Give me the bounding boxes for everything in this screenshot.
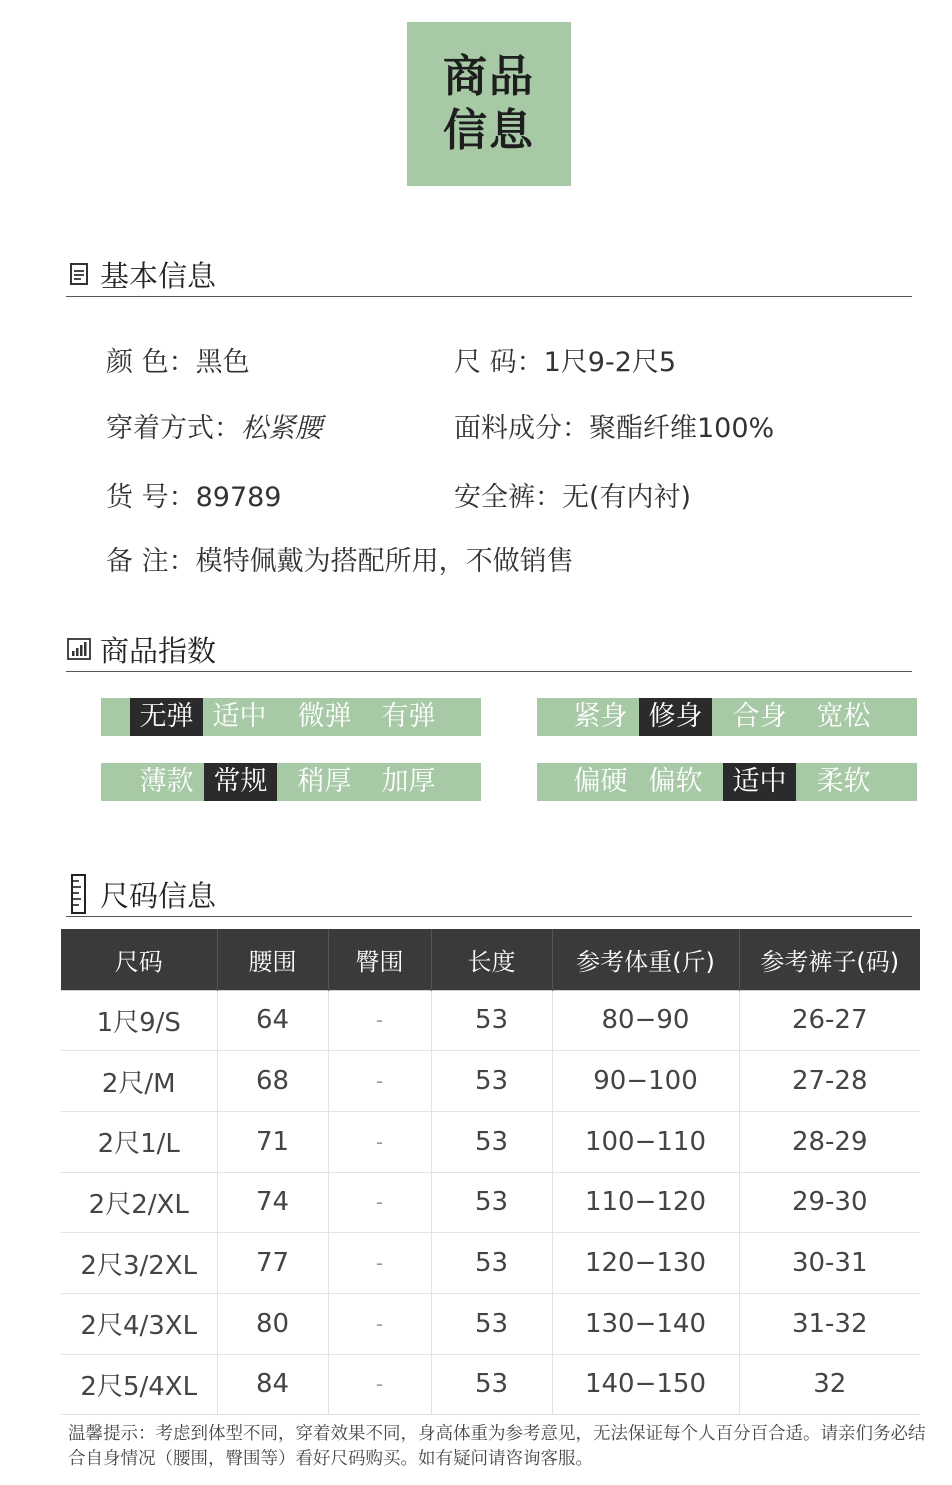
- page-title-line2: 信息: [443, 105, 535, 156]
- safety-value: 无(有内衬): [562, 482, 692, 513]
- elasticity-option-0: 无弹: [130, 698, 203, 736]
- elasticity-option-1: 适中: [212, 701, 267, 732]
- softness-option-3: 柔软: [816, 766, 871, 797]
- table-cell: 32: [739, 1354, 920, 1415]
- table-cell: 2尺/M: [61, 1051, 217, 1112]
- table-row: [61, 1354, 920, 1415]
- table-cell: 74: [217, 1172, 328, 1233]
- table-cell: 29-30: [739, 1172, 920, 1233]
- size-info-title: 尺码信息: [100, 878, 217, 913]
- table-cell: 26-27: [739, 990, 920, 1051]
- thickness-option-2: 稍厚: [297, 766, 352, 797]
- table-cell: -: [328, 1293, 431, 1354]
- sku-field: [106, 475, 282, 514]
- thickness-option-1: 常规: [204, 763, 277, 801]
- table-cell: 53: [431, 1233, 552, 1294]
- table-cell: 120−130: [552, 1233, 739, 1294]
- size-value: 1尺9-2尺5: [543, 347, 677, 378]
- table-cell: 53: [431, 1111, 552, 1172]
- table-cell: 2尺1/L: [61, 1111, 217, 1172]
- table-cell: 130−140: [552, 1293, 739, 1354]
- table-cell: 27-28: [739, 1051, 920, 1112]
- table-cell: -: [328, 1051, 431, 1112]
- ruler-icon: [66, 881, 92, 907]
- size-table-header-row: [61, 929, 920, 990]
- table-cell: -: [328, 1354, 431, 1415]
- softness-scale: [537, 763, 917, 801]
- color-field: [106, 340, 250, 379]
- basic-info-header: [66, 252, 912, 297]
- table-cell: 30-31: [739, 1233, 920, 1294]
- table-cell: 2尺2/XL: [61, 1172, 217, 1233]
- thickness-option-3: 加厚: [381, 766, 436, 797]
- table-cell: 68: [217, 1051, 328, 1112]
- table-cell: 71: [217, 1111, 328, 1172]
- footer-note: 温馨提示：考虑到体型不同，穿着效果不同，身高体重为参考意见，无法保证每个人百分百合适。请亲们务必结合自身情况（腰围，臀围等）看好尺码购买。如有疑问请咨询客服。: [68, 1424, 926, 1469]
- size-field: [454, 340, 676, 379]
- fit-scale: [537, 698, 917, 736]
- table-row: [61, 1293, 920, 1354]
- fabric-label: 面料成分：: [454, 413, 589, 444]
- sku-value: 89789: [195, 482, 282, 513]
- header-size: 尺码: [61, 929, 217, 990]
- fit-option-3: 宽松: [816, 701, 871, 732]
- wear-value: 松紧腰: [241, 413, 322, 444]
- thickness-option-0: 薄款: [139, 766, 194, 797]
- table-row: [61, 1233, 920, 1294]
- table-cell: 53: [431, 1354, 552, 1415]
- fit-option-2: 合身: [732, 701, 787, 732]
- fit-option-0: 紧身: [573, 701, 628, 732]
- table-cell: 53: [431, 1293, 552, 1354]
- table-cell: 100−110: [552, 1111, 739, 1172]
- fabric-field: [454, 406, 774, 445]
- table-cell: 53: [431, 990, 552, 1051]
- softness-option-0: 偏硬: [573, 766, 628, 797]
- thickness-scale: [101, 763, 481, 801]
- header-length: 长度: [431, 929, 552, 990]
- table-cell: -: [328, 1111, 431, 1172]
- table-cell: -: [328, 1172, 431, 1233]
- header-pants-size: 参考裤子(码): [739, 929, 920, 990]
- product-index-title: 商品指数: [100, 633, 217, 668]
- table-cell: 1尺9/S: [61, 990, 217, 1051]
- header-weight: 参考体重(斤): [552, 929, 739, 990]
- page-title-line1: 商品: [443, 51, 535, 102]
- note-value: 模特佩戴为搭配所用，不做销售: [195, 546, 574, 577]
- table-cell: 2尺5/4XL: [61, 1354, 217, 1415]
- header-hip: 臀围: [328, 929, 431, 990]
- fabric-value: 聚酯纤维100%: [589, 413, 775, 444]
- wear-label: 穿着方式：: [106, 413, 241, 444]
- bar-chart-icon: [66, 636, 92, 662]
- safety-label: 安全裤：: [454, 482, 562, 513]
- table-cell: 140−150: [552, 1354, 739, 1415]
- table-cell: 84: [217, 1354, 328, 1415]
- table-cell: 90−100: [552, 1051, 739, 1112]
- softness-option-2: 适中: [723, 763, 796, 801]
- note-field: [106, 539, 574, 578]
- table-cell: 53: [431, 1172, 552, 1233]
- sku-label: 货 号：: [106, 482, 196, 513]
- table-cell: 80: [217, 1293, 328, 1354]
- softness-option-1: 偏软: [648, 766, 703, 797]
- safety-field: [454, 475, 691, 514]
- color-value: 黑色: [195, 347, 250, 378]
- table-cell: 53: [431, 1051, 552, 1112]
- table-cell: 110−120: [552, 1172, 739, 1233]
- document-icon: [66, 261, 92, 287]
- table-cell: -: [328, 1233, 431, 1294]
- table-cell: 77: [217, 1233, 328, 1294]
- page-title-box: [407, 22, 571, 186]
- table-cell: 28-29: [739, 1111, 920, 1172]
- table-row: [61, 1051, 920, 1112]
- product-index-header: [66, 627, 912, 672]
- table-cell: -: [328, 990, 431, 1051]
- fit-option-1: 修身: [639, 698, 712, 736]
- size-table: [61, 929, 920, 1415]
- elasticity-scale: [101, 698, 481, 736]
- header-waist: 腰围: [217, 929, 328, 990]
- note-label: 备 注：: [106, 546, 196, 577]
- table-cell: 2尺4/3XL: [61, 1293, 217, 1354]
- table-row: [61, 1111, 920, 1172]
- elasticity-option-3: 有弹: [381, 701, 436, 732]
- size-label: 尺 码：: [454, 347, 544, 378]
- table-cell: 2尺3/2XL: [61, 1233, 217, 1294]
- table-cell: 80−90: [552, 990, 739, 1051]
- elasticity-option-2: 微弹: [297, 701, 352, 732]
- table-cell: 31-32: [739, 1293, 920, 1354]
- table-row: [61, 1172, 920, 1233]
- wear-field: [106, 406, 322, 445]
- table-row: [61, 990, 920, 1051]
- table-cell: 64: [217, 990, 328, 1051]
- size-info-header: [66, 872, 912, 917]
- color-label: 颜 色：: [106, 347, 196, 378]
- basic-info-title: 基本信息: [100, 258, 217, 293]
